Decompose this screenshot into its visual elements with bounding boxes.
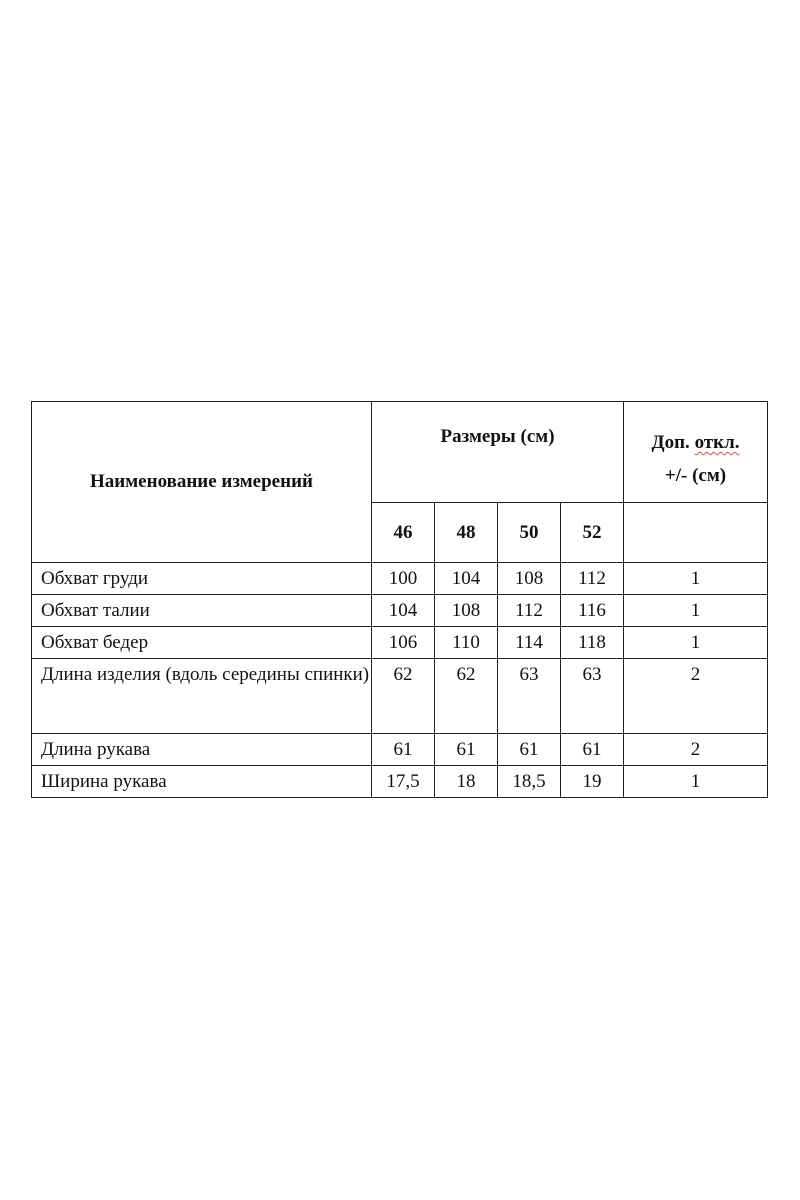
- size-value: 100: [372, 563, 435, 595]
- size-value: 114: [498, 627, 561, 659]
- tolerance-label-unit: +/- (см): [664, 465, 727, 486]
- size-value: 61: [561, 734, 624, 766]
- size-value: 106: [372, 627, 435, 659]
- tolerance-value: 2: [624, 659, 768, 734]
- table-row: [32, 563, 768, 595]
- table-row: [32, 766, 768, 798]
- size-value: 104: [435, 563, 498, 595]
- size-value: 112: [498, 595, 561, 627]
- tolerance-empty-cell: [624, 503, 768, 563]
- table-row: [32, 734, 768, 766]
- tolerance-value: 2: [624, 734, 768, 766]
- size-value: 18,5: [498, 766, 561, 798]
- tolerance-value: 1: [624, 563, 768, 595]
- measurement-name-header: Наименование измерений: [32, 402, 372, 563]
- size-value: 112: [561, 563, 624, 595]
- measurement-name: Обхват бедер: [32, 627, 372, 659]
- size-header-cell: 52: [561, 503, 624, 563]
- size-value: 18: [435, 766, 498, 798]
- size-header-cell: 48: [435, 503, 498, 563]
- size-value: 62: [435, 659, 498, 734]
- tolerance-header: [624, 402, 768, 503]
- tolerance-value: 1: [624, 627, 768, 659]
- size-value: 62: [372, 659, 435, 734]
- measurement-name: Обхват талии: [32, 595, 372, 627]
- size-value: 63: [498, 659, 561, 734]
- size-header-cell: 50: [498, 503, 561, 563]
- measurement-name: Длина изделия (вдоль середины спинки): [32, 659, 372, 734]
- tolerance-label-otkl: откл.: [694, 432, 740, 453]
- size-value: 61: [435, 734, 498, 766]
- size-value: 110: [435, 627, 498, 659]
- measurement-name: Ширина рукава: [32, 766, 372, 798]
- size-header-cell: 46: [372, 503, 435, 563]
- tolerance-value: 1: [624, 766, 768, 798]
- size-value: 61: [498, 734, 561, 766]
- size-value: 108: [435, 595, 498, 627]
- table-row: [32, 627, 768, 659]
- size-value: 104: [372, 595, 435, 627]
- size-value: 63: [561, 659, 624, 734]
- size-value: 19: [561, 766, 624, 798]
- size-value: 118: [561, 627, 624, 659]
- tolerance-value: 1: [624, 595, 768, 627]
- table-row: [32, 595, 768, 627]
- size-value: 61: [372, 734, 435, 766]
- size-value: 108: [498, 563, 561, 595]
- header-row-1: [32, 402, 768, 503]
- sizes-header: Размеры (см): [372, 402, 624, 503]
- size-value: 116: [561, 595, 624, 627]
- table-row: [32, 659, 768, 734]
- size-value: 17,5: [372, 766, 435, 798]
- tolerance-label-dop: Доп.: [651, 432, 690, 453]
- size-table: [31, 401, 768, 798]
- measurement-name: Обхват груди: [32, 563, 372, 595]
- measurement-name: Длина рукава: [32, 734, 372, 766]
